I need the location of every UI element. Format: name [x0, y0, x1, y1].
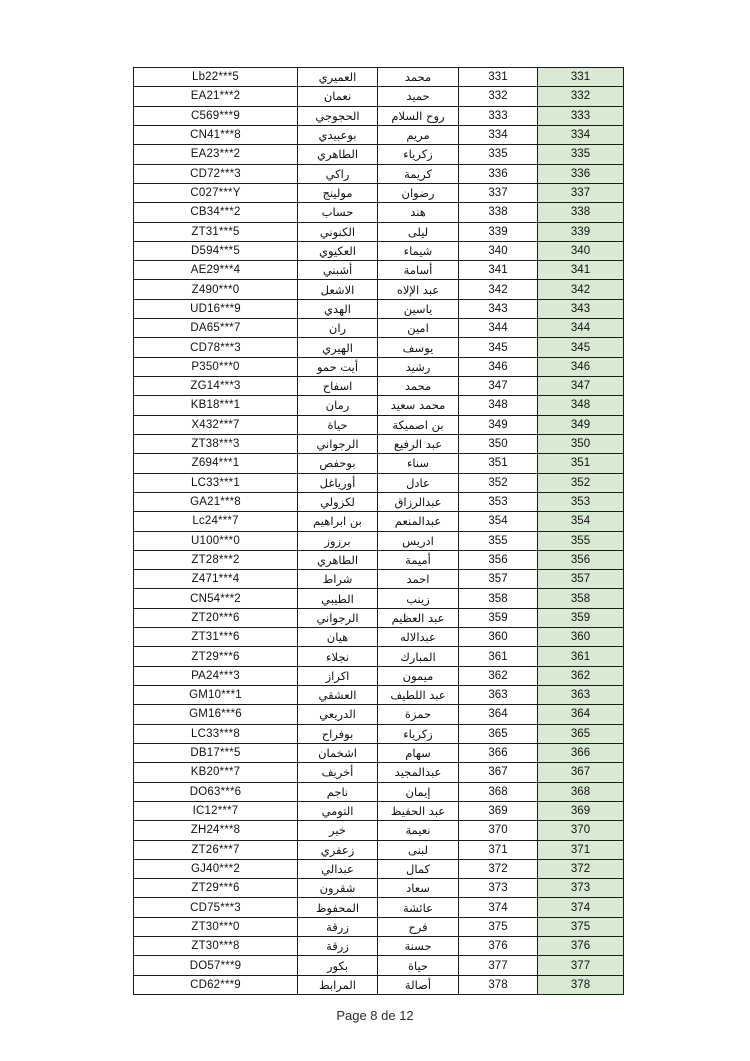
- cell-number-highlight: 378: [538, 975, 624, 994]
- cell-number: 375: [459, 917, 538, 936]
- cell-number: 366: [459, 743, 538, 762]
- cell-surname: اكراز: [298, 666, 378, 685]
- cell-number: 350: [459, 434, 538, 453]
- cell-code: DO63***6: [134, 782, 298, 801]
- cell-firstname: زينب: [378, 589, 459, 608]
- cell-surname: الهدي: [298, 299, 378, 318]
- cell-code: ZT20***6: [134, 608, 298, 627]
- cell-number-highlight: 371: [538, 840, 624, 859]
- cell-surname: العميري: [298, 68, 378, 87]
- cell-number: 347: [459, 377, 538, 396]
- cell-number-highlight: 332: [538, 87, 624, 106]
- table-row: [134, 705, 624, 724]
- cell-surname: هيان: [298, 628, 378, 647]
- cell-surname: نجلاء: [298, 647, 378, 666]
- cell-number: 342: [459, 280, 538, 299]
- cell-firstname: سهام: [378, 743, 459, 762]
- cell-firstname: أميمة: [378, 550, 459, 569]
- table-row: [134, 898, 624, 917]
- cell-surname: الرجواني: [298, 434, 378, 453]
- cell-firstname: عبدالمجيد: [378, 763, 459, 782]
- cell-number: 345: [459, 338, 538, 357]
- cell-surname: حياة: [298, 415, 378, 434]
- cell-code: GM10***1: [134, 686, 298, 705]
- cell-number: 353: [459, 492, 538, 511]
- cell-surname: أيت حمو: [298, 357, 378, 376]
- table-row: [134, 145, 624, 164]
- table-row: [134, 357, 624, 376]
- table-row: [134, 821, 624, 840]
- cell-code: CD72***3: [134, 164, 298, 183]
- cell-surname: اسفاح: [298, 377, 378, 396]
- table-row: [134, 917, 624, 936]
- table-row: [134, 570, 624, 589]
- cell-code: Z694***1: [134, 454, 298, 473]
- table-row: [134, 280, 624, 299]
- cell-firstname: عادل: [378, 473, 459, 492]
- cell-number: 331: [459, 68, 538, 87]
- cell-surname: العكيوي: [298, 241, 378, 260]
- cell-firstname: ياسين: [378, 299, 459, 318]
- cell-firstname: حميد: [378, 87, 459, 106]
- cell-surname: زرقة: [298, 917, 378, 936]
- cell-number-highlight: 350: [538, 434, 624, 453]
- table-row: [134, 68, 624, 87]
- cell-code: ZT28***2: [134, 550, 298, 569]
- cell-number: 367: [459, 763, 538, 782]
- cell-number: 364: [459, 705, 538, 724]
- cell-surname: الطاهري: [298, 145, 378, 164]
- cell-surname: خير: [298, 821, 378, 840]
- cell-number-highlight: 341: [538, 261, 624, 280]
- table-row: [134, 628, 624, 647]
- table-row: [134, 763, 624, 782]
- cell-surname: بوفراح: [298, 724, 378, 743]
- cell-number: 338: [459, 203, 538, 222]
- cell-firstname: ميمون: [378, 666, 459, 685]
- results-table-body: [134, 68, 624, 995]
- cell-code: CD62***9: [134, 975, 298, 994]
- cell-surname: شراط: [298, 570, 378, 589]
- cell-number: 372: [459, 859, 538, 878]
- cell-surname: الطيبي: [298, 589, 378, 608]
- cell-code: D594***5: [134, 241, 298, 260]
- table-row: [134, 666, 624, 685]
- cell-code: ZT29***6: [134, 879, 298, 898]
- cell-surname: بوحفص: [298, 454, 378, 473]
- cell-number: 341: [459, 261, 538, 280]
- cell-firstname: المبارك: [378, 647, 459, 666]
- cell-surname: بكور: [298, 956, 378, 975]
- cell-surname: نعمان: [298, 87, 378, 106]
- cell-number-highlight: 361: [538, 647, 624, 666]
- cell-number-highlight: 363: [538, 686, 624, 705]
- cell-number-highlight: 339: [538, 222, 624, 241]
- cell-surname: بن ابراهيم: [298, 512, 378, 531]
- cell-firstname: لبنى: [378, 840, 459, 859]
- cell-number: 349: [459, 415, 538, 434]
- table-row: [134, 164, 624, 183]
- cell-code: ZT30***0: [134, 917, 298, 936]
- cell-number-highlight: 353: [538, 492, 624, 511]
- cell-surname: أورياغل: [298, 473, 378, 492]
- cell-surname: ناجم: [298, 782, 378, 801]
- cell-firstname: رضوان: [378, 183, 459, 202]
- cell-number-highlight: 356: [538, 550, 624, 569]
- cell-number: 358: [459, 589, 538, 608]
- table-row: [134, 222, 624, 241]
- cell-number-highlight: 376: [538, 937, 624, 956]
- cell-number: 351: [459, 454, 538, 473]
- cell-code: LC33***1: [134, 473, 298, 492]
- cell-code: CN54***2: [134, 589, 298, 608]
- table-row: [134, 454, 624, 473]
- cell-code: GA21***8: [134, 492, 298, 511]
- cell-number: 363: [459, 686, 538, 705]
- cell-firstname: سعاد: [378, 879, 459, 898]
- cell-number-highlight: 372: [538, 859, 624, 878]
- table-row: [134, 937, 624, 956]
- cell-number: 357: [459, 570, 538, 589]
- cell-surname: الحجوجي: [298, 106, 378, 125]
- table-row: [134, 261, 624, 280]
- table-row: [134, 956, 624, 975]
- cell-code: C027***Y: [134, 183, 298, 202]
- cell-firstname: عائشة: [378, 898, 459, 917]
- cell-code: CN41***8: [134, 125, 298, 144]
- cell-number-highlight: 345: [538, 338, 624, 357]
- cell-number: 346: [459, 357, 538, 376]
- cell-number-highlight: 331: [538, 68, 624, 87]
- cell-firstname: أصالة: [378, 975, 459, 994]
- cell-firstname: هند: [378, 203, 459, 222]
- cell-code: DB17***5: [134, 743, 298, 762]
- cell-number-highlight: 351: [538, 454, 624, 473]
- cell-code: UD16***9: [134, 299, 298, 318]
- cell-firstname: فرح: [378, 917, 459, 936]
- cell-number-highlight: 334: [538, 125, 624, 144]
- cell-firstname: أسامة: [378, 261, 459, 280]
- cell-code: IC12***7: [134, 801, 298, 820]
- cell-number-highlight: 364: [538, 705, 624, 724]
- cell-number: 333: [459, 106, 538, 125]
- cell-number: 337: [459, 183, 538, 202]
- table-row: [134, 434, 624, 453]
- table-row: [134, 975, 624, 994]
- cell-firstname: امين: [378, 319, 459, 338]
- table-row: [134, 686, 624, 705]
- cell-surname: الهيري: [298, 338, 378, 357]
- cell-number: 359: [459, 608, 538, 627]
- cell-number: 373: [459, 879, 538, 898]
- cell-number: 339: [459, 222, 538, 241]
- cell-code: DO57***9: [134, 956, 298, 975]
- cell-firstname: زكرياء: [378, 724, 459, 743]
- cell-firstname: محمد: [378, 377, 459, 396]
- cell-surname: أخريف: [298, 763, 378, 782]
- cell-firstname: زكرياء: [378, 145, 459, 164]
- cell-number: 343: [459, 299, 538, 318]
- cell-code: C569***9: [134, 106, 298, 125]
- table-row: [134, 782, 624, 801]
- cell-number: 335: [459, 145, 538, 164]
- cell-surname: رمان: [298, 396, 378, 415]
- cell-code: Z471***4: [134, 570, 298, 589]
- cell-number: 368: [459, 782, 538, 801]
- cell-number-highlight: 368: [538, 782, 624, 801]
- table-row: [134, 492, 624, 511]
- cell-number-highlight: 337: [538, 183, 624, 202]
- cell-surname: العشقي: [298, 686, 378, 705]
- cell-surname: لكزولي: [298, 492, 378, 511]
- cell-code: Lc24***7: [134, 512, 298, 531]
- cell-code: ZT31***6: [134, 628, 298, 647]
- cell-code: DA65***7: [134, 319, 298, 338]
- cell-number-highlight: 360: [538, 628, 624, 647]
- table-row: [134, 550, 624, 569]
- cell-number: 365: [459, 724, 538, 743]
- cell-number-highlight: 375: [538, 917, 624, 936]
- cell-firstname: سناء: [378, 454, 459, 473]
- cell-number: 332: [459, 87, 538, 106]
- cell-surname: الكنوني: [298, 222, 378, 241]
- table-row: [134, 299, 624, 318]
- cell-code: ZT31***5: [134, 222, 298, 241]
- cell-surname: ران: [298, 319, 378, 338]
- cell-firstname: عبد العظيم: [378, 608, 459, 627]
- cell-number: 356: [459, 550, 538, 569]
- cell-firstname: محمد سعيد: [378, 396, 459, 415]
- cell-number: 374: [459, 898, 538, 917]
- cell-firstname: حمزة: [378, 705, 459, 724]
- cell-firstname: حسنة: [378, 937, 459, 956]
- cell-surname: المحفوظ: [298, 898, 378, 917]
- cell-number: 348: [459, 396, 538, 415]
- cell-firstname: نعيمة: [378, 821, 459, 840]
- cell-firstname: عبد الحفيظ: [378, 801, 459, 820]
- cell-number-highlight: 362: [538, 666, 624, 685]
- table-row: [134, 879, 624, 898]
- cell-number-highlight: 357: [538, 570, 624, 589]
- cell-code: ZH24***8: [134, 821, 298, 840]
- cell-number-highlight: 336: [538, 164, 624, 183]
- table-row: [134, 377, 624, 396]
- table-row: [134, 801, 624, 820]
- cell-number: 355: [459, 531, 538, 550]
- table-row: [134, 396, 624, 415]
- cell-firstname: ليلى: [378, 222, 459, 241]
- cell-surname: زرقة: [298, 937, 378, 956]
- cell-number-highlight: 335: [538, 145, 624, 164]
- cell-firstname: عبد الرفيع: [378, 434, 459, 453]
- cell-number: 377: [459, 956, 538, 975]
- cell-number-highlight: 366: [538, 743, 624, 762]
- cell-number-highlight: 369: [538, 801, 624, 820]
- cell-number-highlight: 343: [538, 299, 624, 318]
- cell-number: 340: [459, 241, 538, 260]
- cell-firstname: مريم: [378, 125, 459, 144]
- cell-number-highlight: 346: [538, 357, 624, 376]
- table-row: [134, 106, 624, 125]
- table-row: [134, 647, 624, 666]
- cell-surname: شقرون: [298, 879, 378, 898]
- cell-surname: المرابط: [298, 975, 378, 994]
- cell-surname: اشخمان: [298, 743, 378, 762]
- cell-code: PA24***3: [134, 666, 298, 685]
- cell-number: 371: [459, 840, 538, 859]
- table-row: [134, 840, 624, 859]
- cell-code: GM16***6: [134, 705, 298, 724]
- cell-firstname: بن اصميكة: [378, 415, 459, 434]
- cell-code: KB20***7: [134, 763, 298, 782]
- cell-firstname: شيماء: [378, 241, 459, 260]
- cell-number-highlight: 340: [538, 241, 624, 260]
- cell-code: CD78***3: [134, 338, 298, 357]
- table-row: [134, 589, 624, 608]
- cell-number: 344: [459, 319, 538, 338]
- cell-code: ZT38***3: [134, 434, 298, 453]
- cell-number-highlight: 354: [538, 512, 624, 531]
- cell-surname: زعفري: [298, 840, 378, 859]
- cell-surname: راكي: [298, 164, 378, 183]
- results-table: [133, 67, 624, 995]
- cell-number: 354: [459, 512, 538, 531]
- cell-code: ZG14***3: [134, 377, 298, 396]
- cell-code: CB34***2: [134, 203, 298, 222]
- cell-number-highlight: 352: [538, 473, 624, 492]
- cell-surname: حساب: [298, 203, 378, 222]
- cell-code: Z490***0: [134, 280, 298, 299]
- cell-code: X432***7: [134, 415, 298, 434]
- cell-firstname: كمال: [378, 859, 459, 878]
- cell-number: 360: [459, 628, 538, 647]
- cell-firstname: احمد: [378, 570, 459, 589]
- cell-number-highlight: 373: [538, 879, 624, 898]
- cell-number-highlight: 355: [538, 531, 624, 550]
- cell-firstname: عبد الإلاه: [378, 280, 459, 299]
- cell-number-highlight: 377: [538, 956, 624, 975]
- table-row: [134, 608, 624, 627]
- cell-code: Lb22***5: [134, 68, 298, 87]
- cell-surname: الدريعي: [298, 705, 378, 724]
- cell-firstname: ادريس: [378, 531, 459, 550]
- cell-code: EA21***2: [134, 87, 298, 106]
- cell-number-highlight: 342: [538, 280, 624, 299]
- cell-surname: عبدالي: [298, 859, 378, 878]
- cell-number-highlight: 349: [538, 415, 624, 434]
- cell-surname: الطاهري: [298, 550, 378, 569]
- table-row: [134, 338, 624, 357]
- table-row: [134, 859, 624, 878]
- table-row: [134, 473, 624, 492]
- cell-number: 370: [459, 821, 538, 840]
- cell-number: 362: [459, 666, 538, 685]
- cell-code: P350***0: [134, 357, 298, 376]
- table-row: [134, 531, 624, 550]
- table-row: [134, 203, 624, 222]
- cell-number: 378: [459, 975, 538, 994]
- cell-number: 369: [459, 801, 538, 820]
- cell-firstname: حياة: [378, 956, 459, 975]
- cell-firstname: إيمان: [378, 782, 459, 801]
- cell-code: ZT26***7: [134, 840, 298, 859]
- cell-firstname: عبدالمنعم: [378, 512, 459, 531]
- cell-surname: برزوز: [298, 531, 378, 550]
- cell-code: KB18***1: [134, 396, 298, 415]
- table-row: [134, 125, 624, 144]
- cell-surname: الاشعل: [298, 280, 378, 299]
- cell-number: 336: [459, 164, 538, 183]
- cell-number: 361: [459, 647, 538, 666]
- table-row: [134, 512, 624, 531]
- cell-surname: بوعبيدي: [298, 125, 378, 144]
- cell-number-highlight: 333: [538, 106, 624, 125]
- cell-code: ZT29***6: [134, 647, 298, 666]
- cell-number-highlight: 359: [538, 608, 624, 627]
- cell-number: 334: [459, 125, 538, 144]
- cell-number-highlight: 365: [538, 724, 624, 743]
- cell-firstname: كريمة: [378, 164, 459, 183]
- table-row: [134, 183, 624, 202]
- cell-surname: التومي: [298, 801, 378, 820]
- table-row: [134, 743, 624, 762]
- table-row: [134, 724, 624, 743]
- cell-firstname: محمد: [378, 68, 459, 87]
- cell-firstname: روح السلام: [378, 106, 459, 125]
- cell-number: 376: [459, 937, 538, 956]
- cell-number-highlight: 367: [538, 763, 624, 782]
- cell-code: LC33***8: [134, 724, 298, 743]
- cell-code: U100***0: [134, 531, 298, 550]
- cell-number-highlight: 347: [538, 377, 624, 396]
- cell-number-highlight: 370: [538, 821, 624, 840]
- cell-number-highlight: 358: [538, 589, 624, 608]
- cell-number: 352: [459, 473, 538, 492]
- cell-code: GJ40***2: [134, 859, 298, 878]
- page-number-footer: Page 8 de 12: [336, 1008, 414, 1023]
- cell-number-highlight: 348: [538, 396, 624, 415]
- cell-firstname: عبدالاله: [378, 628, 459, 647]
- cell-code: EA23***2: [134, 145, 298, 164]
- cell-number-highlight: 338: [538, 203, 624, 222]
- cell-number-highlight: 374: [538, 898, 624, 917]
- cell-surname: أشبني: [298, 261, 378, 280]
- table-row: [134, 319, 624, 338]
- cell-code: ZT30***8: [134, 937, 298, 956]
- cell-number-highlight: 344: [538, 319, 624, 338]
- cell-firstname: رشيد: [378, 357, 459, 376]
- cell-firstname: عبدالرزاق: [378, 492, 459, 511]
- cell-firstname: عبد اللطيف: [378, 686, 459, 705]
- table-row: [134, 87, 624, 106]
- cell-code: AE29***4: [134, 261, 298, 280]
- cell-firstname: يوسف: [378, 338, 459, 357]
- table-row: [134, 415, 624, 434]
- table-row: [134, 241, 624, 260]
- cell-code: CD75***3: [134, 898, 298, 917]
- cell-surname: الرجواني: [298, 608, 378, 627]
- cell-surname: مولينج: [298, 183, 378, 202]
